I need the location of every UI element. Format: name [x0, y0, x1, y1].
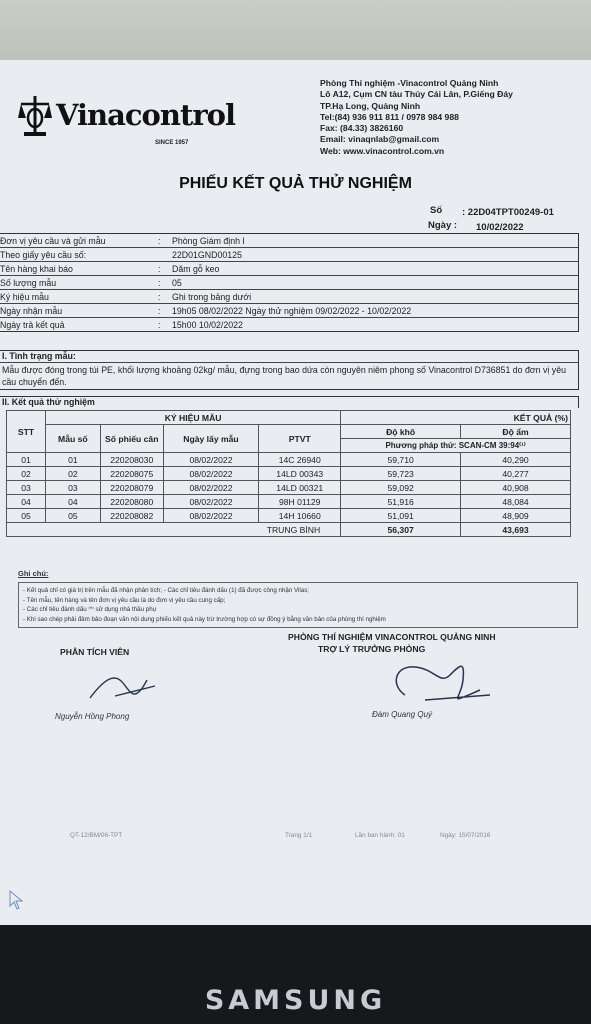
table-row — [7, 467, 571, 481]
assistant-signature-icon — [385, 655, 495, 710]
info-value: Ghi trong bảng dưới — [172, 291, 252, 302]
cell: 220208075 — [100, 467, 163, 481]
section-heading: II. Kết quả thử nghiệm — [2, 397, 95, 407]
info-value: 15h00 10/02/2022 — [172, 319, 243, 330]
cell: 05 — [7, 509, 46, 523]
report-date: 10/02/2022 — [476, 222, 524, 233]
table-average-row — [7, 523, 571, 537]
cell: 08/02/2022 — [163, 453, 259, 467]
average-do-am: 43,693 — [461, 523, 571, 537]
cell: 220208079 — [100, 481, 163, 495]
monitor-brand: SAMSUNG — [204, 985, 387, 1016]
lab-org-signature-title: PHÒNG THÍ NGHIỆM VINACONTROL QUẢNG NINH — [288, 632, 496, 642]
cell: 02 — [7, 467, 46, 481]
cell: 59,710 — [341, 453, 461, 467]
lab-address-block — [320, 78, 570, 157]
cell: 08/02/2022 — [163, 509, 259, 523]
document-title: PHIẾU KẾT QUẢ THỬ NGHIỆM — [179, 175, 412, 192]
info-label: Ký hiệu mẫu — [0, 291, 49, 302]
lab-line: Fax: (84.33) 3826160 — [320, 123, 404, 134]
info-row: Ngày nhận mẫu : 19h05 08/02/2022 Ngày thử nghiệm 09/02/2022 - 10/02/2022 — [0, 304, 578, 318]
results-section — [0, 396, 579, 408]
info-row — [0, 248, 578, 262]
info-value: Dăm gỗ keo — [172, 263, 220, 274]
info-value: 19h05 08/02/2022 Ngày thử nghiệm 09/02/2022 - 10/02/2022 — [172, 305, 412, 316]
info-row: Đơn vị yêu cầu và gửi mẫu : Phòng Giám định I — [0, 234, 578, 248]
analyst-name: Nguyễn Hồng Phong — [55, 712, 130, 721]
cell: 51,091 — [341, 509, 461, 523]
note-line: - Kết quả chỉ có giá trị trên mẫu đã nhận phân tích; - Các chỉ tiêu đánh dấu (1) đã được công nhận Vilas; — [23, 587, 310, 594]
cell: 14C 26940 — [259, 453, 341, 467]
table-row — [7, 481, 571, 495]
cell: 40,277 — [461, 467, 571, 481]
info-row: Tên hàng khai báo : Dăm gỗ keo — [0, 262, 578, 276]
header-ket-qua: KẾT QUẢ (%) — [341, 411, 571, 425]
cell: 51,916 — [341, 495, 461, 509]
header-do-kho: Độ khô — [341, 425, 461, 439]
scales-logo-icon — [18, 92, 52, 138]
info-value: 05 — [172, 277, 182, 288]
info-label: Tên hàng khai báo — [0, 263, 73, 274]
cell: 40,290 — [461, 453, 571, 467]
cell: 08/02/2022 — [163, 495, 259, 509]
info-row: Số lượng mẫu : 05 — [0, 276, 578, 290]
table-header-row — [7, 425, 571, 439]
sample-condition-section — [0, 350, 579, 390]
info-label: Ngày nhận mẫu — [0, 305, 63, 316]
lab-line: TP.Hạ Long, Quảng Ninh — [320, 100, 421, 111]
header-stt: STT — [7, 411, 46, 453]
cell: 14H 10660 — [259, 509, 341, 523]
cell: 03 — [46, 481, 101, 495]
footer-date: Ngày: 15/07/2016 — [440, 832, 491, 839]
cell: 59,723 — [341, 467, 461, 481]
footer-form-code: QT-12/BM/06-TPT — [70, 832, 123, 839]
cell: 04 — [46, 495, 101, 509]
cell: 40,908 — [461, 481, 571, 495]
cell: 220208080 — [100, 495, 163, 509]
info-row: Ký hiệu mẫu : Ghi trong bảng dưới — [0, 290, 578, 304]
cell: 02 — [46, 467, 101, 481]
cell: 14LD 00321 — [259, 481, 341, 495]
request-info-block — [0, 233, 579, 332]
footer-issue: Lần ban hành: 01 — [355, 832, 405, 839]
info-label: Theo giấy yêu cầu số: — [0, 249, 87, 260]
note-line: - Tên mẫu, tên hàng và tên đơn vị yêu cầu là do đơn vị yêu cầu cung cấp; — [23, 596, 226, 604]
table-row — [7, 453, 571, 467]
average-do-kho: 56,307 — [341, 523, 461, 537]
header-ky-hieu: KÝ HIỆU MẪU — [46, 411, 341, 425]
header-mau-so: Mẫu số — [46, 425, 101, 453]
cell: 14LD 00343 — [259, 467, 341, 481]
lab-line: Lô A12, Cụm CN tàu Thủy Cái Lân, P.Giếng Đáy — [320, 89, 513, 100]
lab-line: Web: www.vinacontrol.com.vn — [320, 145, 445, 156]
header-so-phieu: Số phiếu cân — [100, 425, 163, 453]
lab-line: Email: vinaqnlab@gmail.com — [320, 134, 440, 145]
results-table — [6, 410, 571, 537]
header-method: Phương pháp thử: SCAN-CM 39:94⁽¹⁾ — [341, 439, 571, 453]
report-date-label: Ngày : — [428, 220, 458, 231]
table-header-row — [7, 411, 571, 425]
cell: 48,084 — [461, 495, 571, 509]
lab-line: Phòng Thí nghiệm -Vinacontrol Quảng Ninh — [320, 78, 499, 88]
analyst-signature-icon — [85, 668, 165, 708]
cell: 220208030 — [100, 453, 163, 467]
cell: 04 — [7, 495, 46, 509]
assistant-name: Đàm Quang Quý — [372, 710, 433, 719]
brand-name: Vinacontrol — [56, 98, 236, 132]
notes-block — [18, 569, 578, 628]
cell: 08/02/2022 — [163, 467, 259, 481]
table-row — [7, 509, 571, 523]
analyst-title: PHÂN TÍCH VIÊN — [60, 647, 130, 657]
cell: 03 — [7, 481, 46, 495]
info-label: Số lượng mẫu — [0, 277, 57, 288]
report-number: : 22D04TPT00249-01 — [462, 207, 554, 218]
lab-line: Tel:(84) 936 911 811 / 0978 984 988 — [320, 111, 459, 122]
info-row: Ngày trả kết quả : 15h00 10/02/2022 — [0, 319, 243, 330]
table-row — [7, 495, 571, 509]
cell: 98H 01129 — [259, 495, 341, 509]
footer-page: Trang 1/1 — [285, 832, 313, 839]
cell: 01 — [7, 453, 46, 467]
header-ptvt: PTVT — [259, 425, 341, 453]
info-value: 22D01GND00125 — [172, 249, 242, 260]
header-do-am: Độ ẩm — [461, 425, 571, 439]
note-line: - Các chỉ tiêu đánh dấu ⁽*⁾ sử dụng nhà thầu phụ — [23, 606, 157, 613]
info-label: Ngày trả kết quả — [0, 319, 65, 330]
report-number-label: Số — [430, 205, 443, 216]
brand-since: SINCE 1957 — [155, 140, 189, 146]
cell: 08/02/2022 — [163, 481, 259, 495]
info-label: Đơn vị yêu cầu và gửi mẫu — [0, 235, 106, 246]
average-label: TRUNG BÌNH — [7, 523, 341, 537]
cell: 05 — [46, 509, 101, 523]
cell: 59,092 — [341, 481, 461, 495]
vinacontrol-logo — [18, 92, 235, 138]
section-text: Mẫu được đóng trong túi PE, khối lượng khoảng 02kg/ mẫu, đựng trong bao dứa còn nguyên niêm phong số Vinacontrol D736851 do đơn vị yêu cầu chuyển đến. — [2, 365, 566, 387]
cell: 48,909 — [461, 509, 571, 523]
mouse-cursor-icon — [8, 890, 24, 910]
notes-title: Ghi chú: — [18, 569, 49, 578]
header-ngay-lay: Ngày lấy mẫu — [163, 425, 259, 453]
notes-box — [18, 582, 578, 628]
cell: 220208082 — [100, 509, 163, 523]
assistant-title: TRỢ LÝ TRƯỞNG PHÒNG — [318, 644, 426, 654]
section-heading: I. Tình trạng mẫu: — [0, 351, 578, 363]
cell: 01 — [46, 453, 101, 467]
note-line: - Khi sao chép phải đảm bảo đoạn văn nội dung phiếu kết quả này trừ trường hợp có sự đồng ý bằng văn bản của phòng thí nghiệm — [23, 615, 386, 623]
info-value: Phòng Giám định I — [172, 235, 245, 246]
